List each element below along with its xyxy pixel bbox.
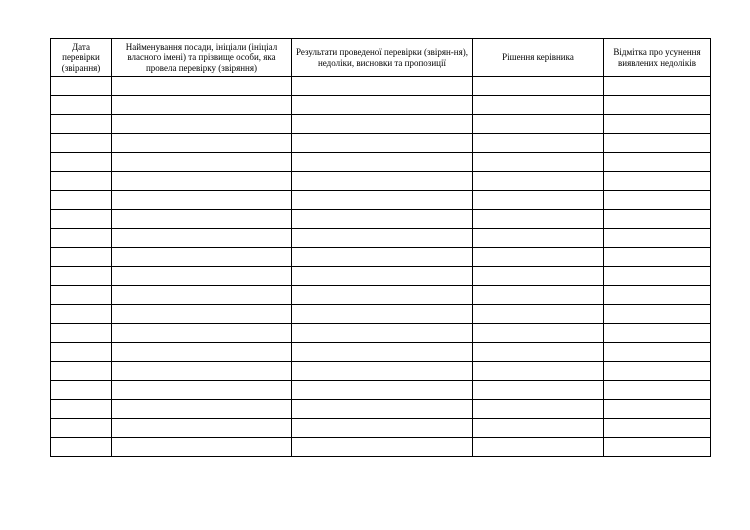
table-cell	[292, 343, 473, 362]
table-cell	[604, 286, 711, 305]
table-cell	[112, 343, 292, 362]
table-cell	[473, 419, 604, 438]
table-row	[51, 248, 711, 267]
table-cell	[473, 267, 604, 286]
table-cell	[604, 248, 711, 267]
table-cell	[473, 248, 604, 267]
table-cell	[473, 324, 604, 343]
table-cell	[112, 96, 292, 115]
table-cell	[604, 77, 711, 96]
table-row	[51, 96, 711, 115]
table-cell	[473, 229, 604, 248]
table-cell	[51, 267, 112, 286]
table-cell	[473, 191, 604, 210]
table-row	[51, 324, 711, 343]
table-cell	[604, 305, 711, 324]
table-cell	[604, 153, 711, 172]
table-cell	[51, 210, 112, 229]
table-cell	[112, 362, 292, 381]
table-cell	[112, 115, 292, 134]
table-cell	[473, 362, 604, 381]
table-cell	[112, 286, 292, 305]
table-body	[51, 77, 711, 457]
table-cell	[292, 96, 473, 115]
table-cell	[292, 153, 473, 172]
table-cell	[292, 419, 473, 438]
table-cell	[473, 96, 604, 115]
table-cell	[604, 115, 711, 134]
table-row	[51, 343, 711, 362]
table-row	[51, 134, 711, 153]
table-cell	[51, 343, 112, 362]
table-cell	[292, 229, 473, 248]
table-cell	[292, 172, 473, 191]
table-row	[51, 77, 711, 96]
table-cell	[604, 362, 711, 381]
table-cell	[604, 381, 711, 400]
table-cell	[51, 229, 112, 248]
table-cell	[51, 286, 112, 305]
table-cell	[604, 400, 711, 419]
table-cell	[473, 305, 604, 324]
table-cell	[292, 248, 473, 267]
table-cell	[292, 362, 473, 381]
header-check-date: Дата перевірки (звірання)	[51, 39, 112, 77]
table-cell	[112, 400, 292, 419]
table-cell	[473, 438, 604, 457]
table-cell	[51, 324, 112, 343]
table-cell	[604, 210, 711, 229]
table-cell	[112, 438, 292, 457]
table-cell	[112, 229, 292, 248]
table-cell	[473, 343, 604, 362]
table-cell	[473, 381, 604, 400]
table-cell	[112, 324, 292, 343]
table-cell	[473, 153, 604, 172]
table-cell	[51, 400, 112, 419]
table-cell	[604, 134, 711, 153]
table-row	[51, 400, 711, 419]
table-cell	[292, 286, 473, 305]
table-cell	[604, 96, 711, 115]
table-cell	[292, 438, 473, 457]
table-row	[51, 210, 711, 229]
table-cell	[292, 115, 473, 134]
table-row	[51, 362, 711, 381]
table-cell	[51, 248, 112, 267]
table-cell	[473, 134, 604, 153]
inspection-log-table	[50, 38, 711, 457]
table-header-row	[51, 39, 711, 77]
table-cell	[604, 172, 711, 191]
table-cell	[112, 172, 292, 191]
table-cell	[51, 438, 112, 457]
table-row	[51, 153, 711, 172]
table-cell	[604, 191, 711, 210]
table-cell	[292, 191, 473, 210]
table-cell	[292, 400, 473, 419]
table-row	[51, 267, 711, 286]
table-cell	[112, 134, 292, 153]
table-row	[51, 172, 711, 191]
table-cell	[112, 305, 292, 324]
table-cell	[473, 172, 604, 191]
table-cell	[292, 267, 473, 286]
table-cell	[51, 362, 112, 381]
table-cell	[604, 343, 711, 362]
table-row	[51, 229, 711, 248]
table-row	[51, 419, 711, 438]
table-cell	[51, 96, 112, 115]
table-cell	[51, 172, 112, 191]
table-cell	[51, 153, 112, 172]
table-cell	[112, 381, 292, 400]
table-cell	[112, 248, 292, 267]
table-row	[51, 191, 711, 210]
table-cell	[51, 134, 112, 153]
table-cell	[51, 77, 112, 96]
table-row	[51, 438, 711, 457]
table-cell	[473, 286, 604, 305]
document-page	[50, 38, 710, 457]
table-cell	[51, 381, 112, 400]
table-cell	[112, 153, 292, 172]
table-cell	[51, 115, 112, 134]
table-cell	[112, 210, 292, 229]
header-remediation-mark: Відмітка про усунення виявлених недоліків	[604, 39, 711, 77]
table-cell	[51, 419, 112, 438]
table-cell	[51, 305, 112, 324]
table-cell	[112, 77, 292, 96]
table-cell	[112, 191, 292, 210]
table-row	[51, 381, 711, 400]
table-cell	[292, 305, 473, 324]
table-cell	[292, 381, 473, 400]
table-row	[51, 115, 711, 134]
table-cell	[604, 324, 711, 343]
table-cell	[51, 191, 112, 210]
table-row	[51, 286, 711, 305]
table-cell	[473, 210, 604, 229]
table-cell	[292, 210, 473, 229]
table-cell	[473, 115, 604, 134]
table-cell	[112, 267, 292, 286]
table-cell	[604, 267, 711, 286]
table-cell	[604, 419, 711, 438]
table-cell	[473, 400, 604, 419]
table-cell	[292, 324, 473, 343]
header-inspector-position-name: Найменування посади, ініціали (ініціал власного імені) та прізвище особи, яка провела перевірку (звіряння)	[112, 39, 292, 77]
table-cell	[473, 77, 604, 96]
table-cell	[292, 134, 473, 153]
header-inspection-results: Результати проведеної перевірки (звірян-ня), недоліки, висновки та пропозиції	[292, 39, 473, 77]
table-cell	[604, 229, 711, 248]
table-cell	[604, 438, 711, 457]
table-cell	[292, 77, 473, 96]
header-manager-decision: Рішення керівника	[473, 39, 604, 77]
table-cell	[112, 419, 292, 438]
table-row	[51, 305, 711, 324]
